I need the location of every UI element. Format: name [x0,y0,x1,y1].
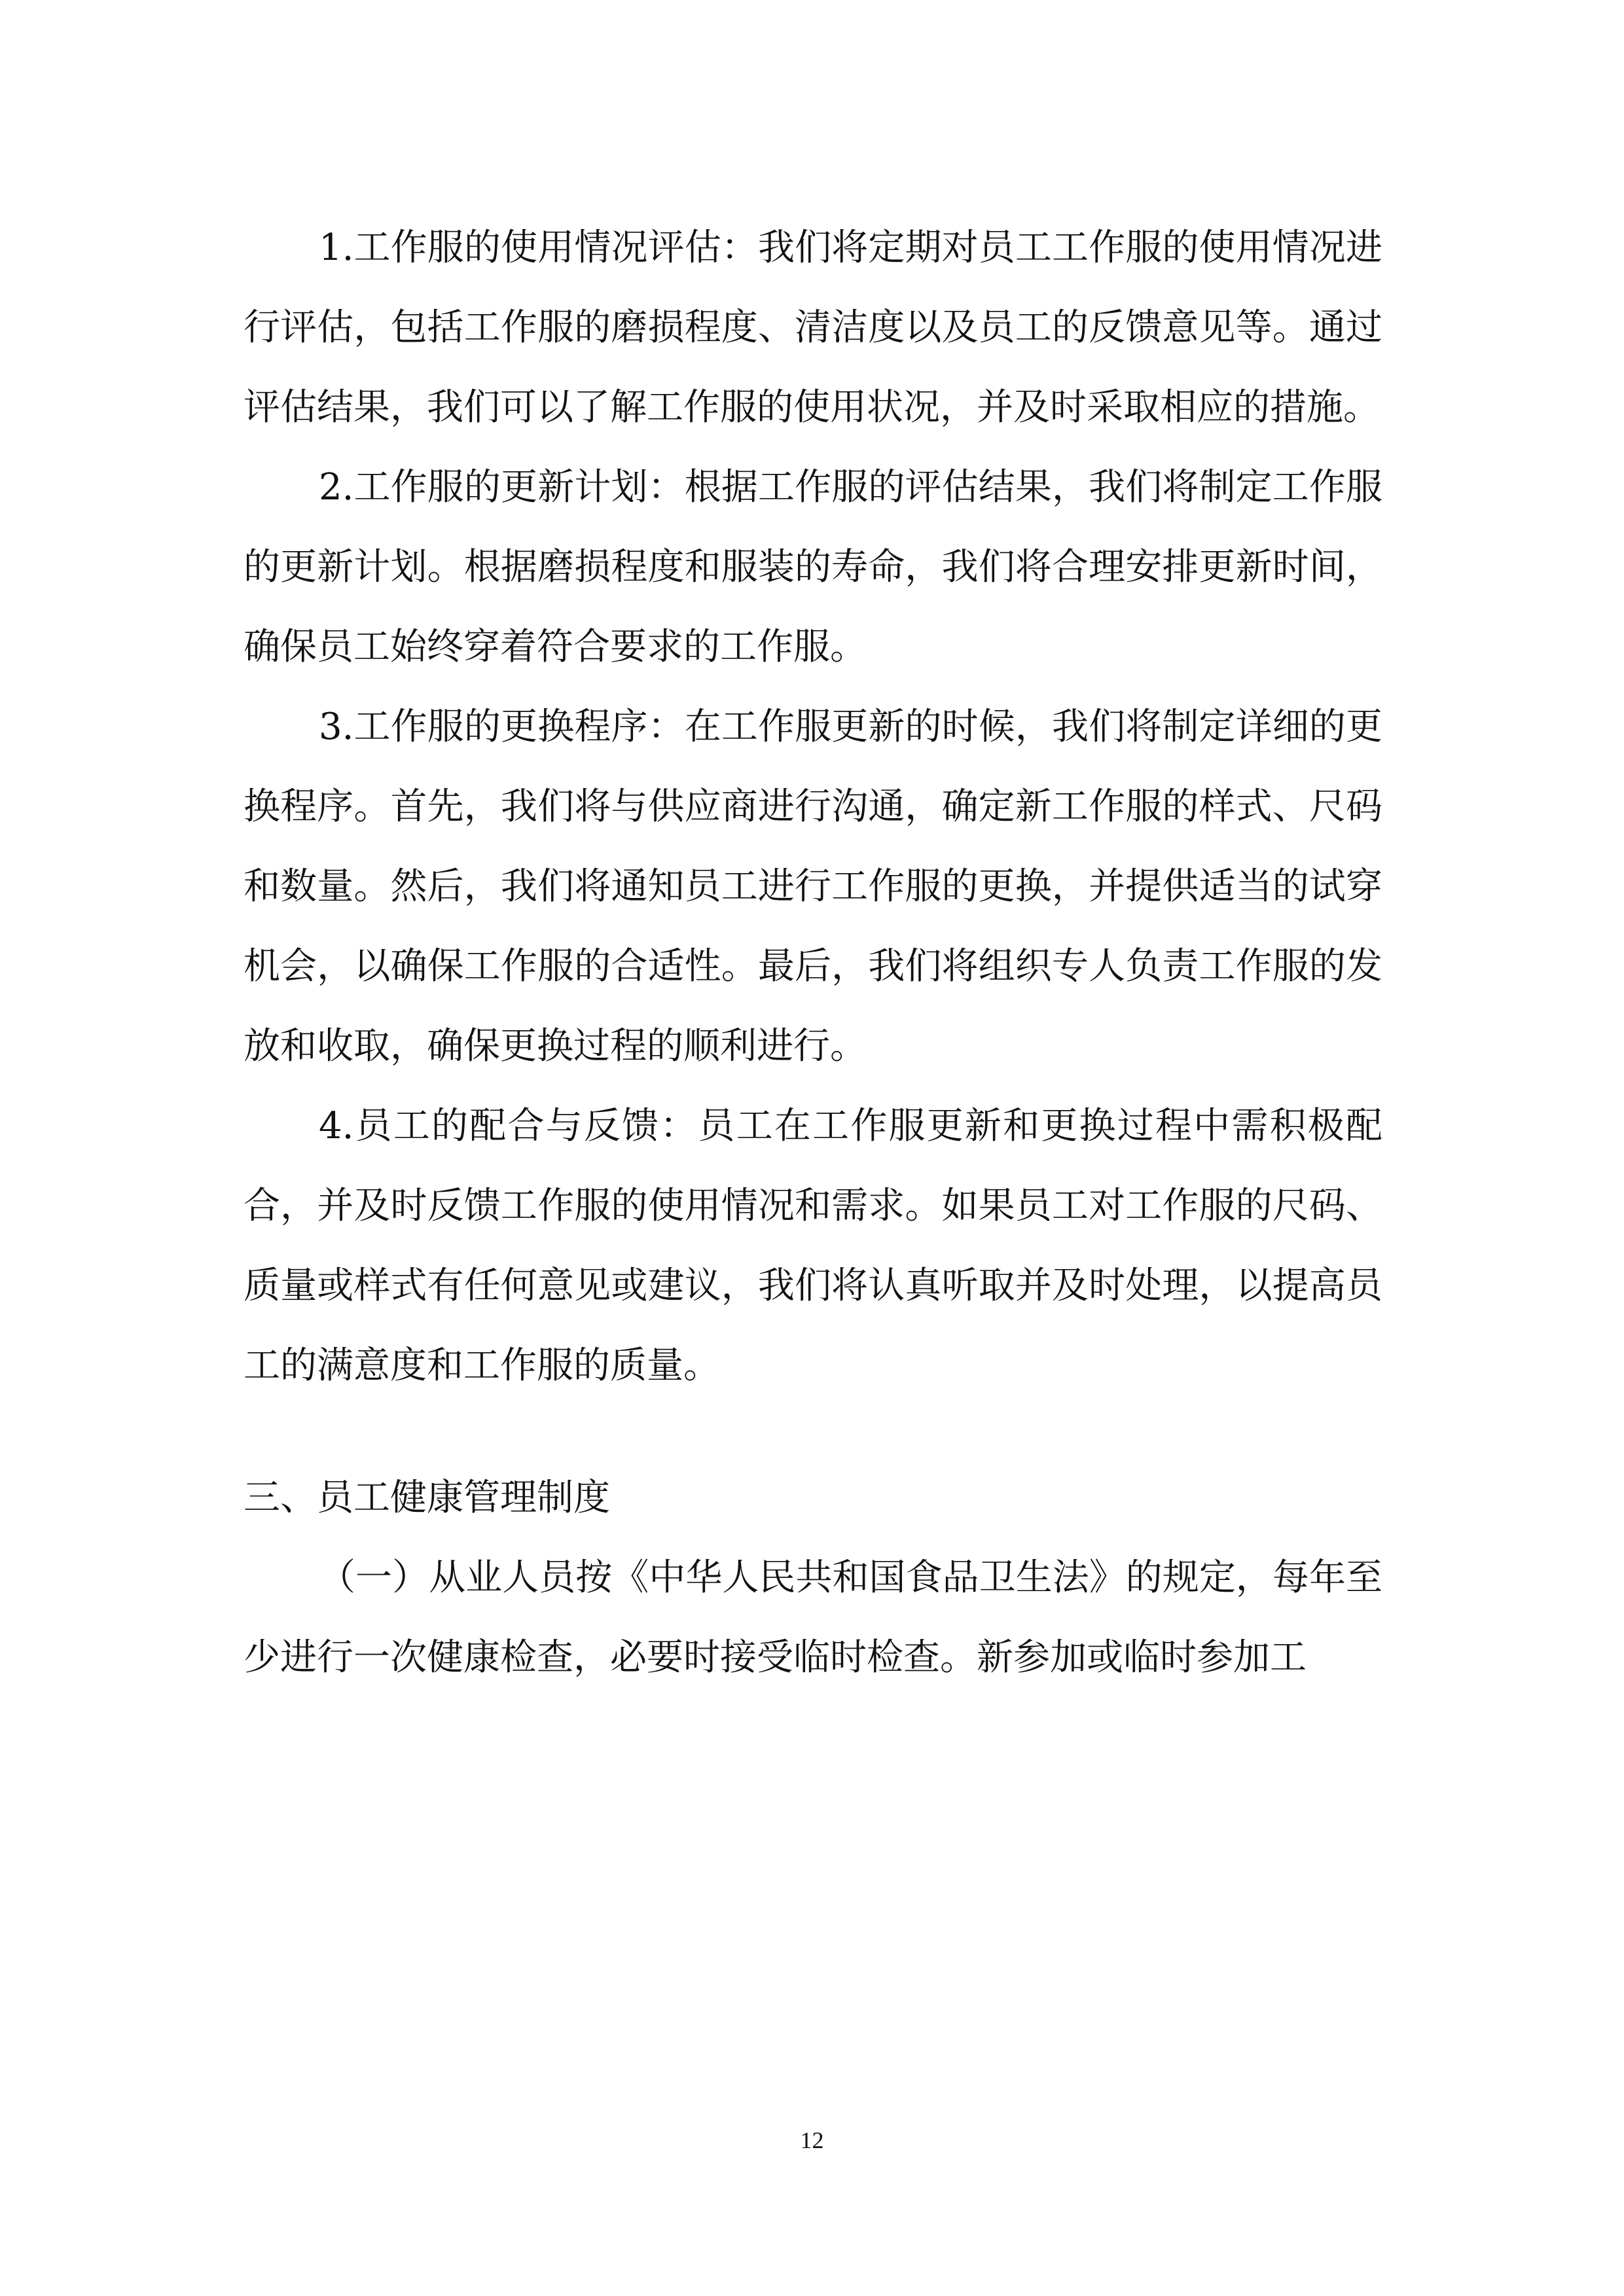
paragraph-uniform-replacement-procedure: 3.工作服的更换程序：在工作服更新的时候，我们将制定详细的更换程序。首先，我们将与供应商进行沟通，确定新工作服的样式、尺码和数量。然后，我们将通知员工进行工作服的更换，并提供适当的试穿机会，以确保工作服的合适性。最后，我们将组织专人负责工作服的发放和收取，确保更换过程的顺利进行。 [244,706,1382,1067]
page-content [244,208,1382,1698]
section-heading: 三、员工健康管理制度 [244,1477,610,1519]
paragraph-employee-cooperation-feedback: 4.员工的配合与反馈：员工在工作服更新和更换过程中需积极配合，并及时反馈工作服的使用情况和需求。如果员工对工作服的尺码、质量或样式有任何意见或建议，我们将认真听取并及时处理，以提高员工的满意度和工作服的质量。 [244,1105,1382,1387]
paragraph-health-check: （一）从业人员按《中华人民共和国食品卫生法》的规定，每年至少进行一次健康检查，必要时接受临时检查。新参加或临时参加工 [244,1556,1382,1679]
paragraph-uniform-update-plan: 2.工作服的更新计划：根据工作服的评估结果，我们将制定工作服的更新计划。根据磨损程度和服装的寿命，我们将合理安排更新时间，确保员工始终穿着符合要求的工作服。 [244,466,1382,668]
page-number: 12 [800,2127,824,2153]
paragraph-uniform-usage-evaluation: 1.工作服的使用情况评估：我们将定期对员工工作服的使用情况进行评估，包括工作服的磨损程度、清洁度以及员工的反馈意见等。通过评估结果，我们可以了解工作服的使用状况，并及时采取相应的措施。 [244,226,1382,429]
